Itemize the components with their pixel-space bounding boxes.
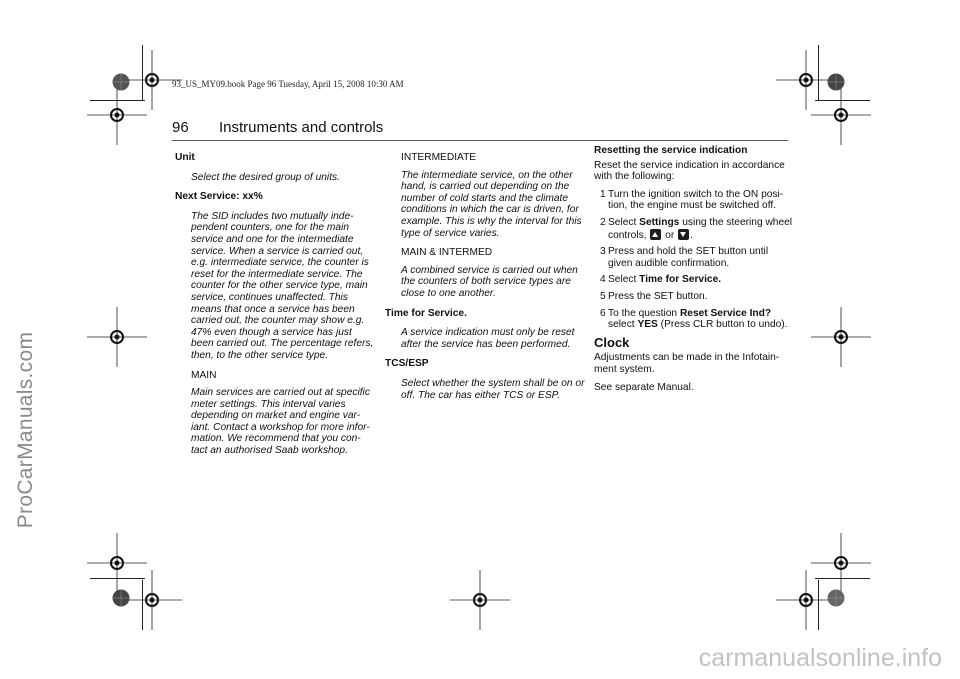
step-5 <box>594 291 794 303</box>
clock-text: Adjustments can be made in the Infotain-ment system. <box>594 352 780 375</box>
registration-mark-icon <box>87 307 147 367</box>
registration-mark-icon <box>450 570 510 630</box>
step-text: To the question <box>608 307 680 319</box>
column-1 <box>175 152 375 465</box>
step-number: 4 <box>600 274 606 286</box>
crop-line <box>815 100 870 101</box>
registration-mark-icon <box>87 85 147 145</box>
step-text: Turn the ignition switch to the ON posi-tion, the engine must be switched off. <box>608 188 784 212</box>
crop-line <box>142 45 143 100</box>
color-dot-icon <box>111 72 131 92</box>
unit-term: Unit <box>175 152 195 163</box>
footer-watermark: carmanualsonline.info <box>698 644 942 672</box>
step-text: Select <box>608 216 640 228</box>
main-intermed-desc: A combined service is carried out when the counters of both service types are close to one another. <box>401 264 578 299</box>
crop-line <box>90 100 145 101</box>
time-for-service-menu-label: Time for Service. <box>639 274 722 286</box>
page-title: Instruments and controls <box>219 119 384 136</box>
color-dot-icon <box>826 588 846 608</box>
side-watermark-text: ProCarManuals.com <box>14 331 37 529</box>
step-text: (Press CLR button to undo). <box>657 319 788 331</box>
color-dot-icon <box>111 588 131 608</box>
page-number: 96 <box>172 119 189 136</box>
step-text: . <box>690 229 693 241</box>
registration-mark-icon <box>811 307 871 367</box>
tcs-esp-term: TCS/ESP <box>385 358 429 370</box>
tcs-esp-desc: Select whether the system shall be on or off. The car has either TCS or ESP. <box>401 377 585 401</box>
step-number: 2 <box>600 216 606 228</box>
crop-line <box>818 580 819 630</box>
crop-line <box>818 45 819 100</box>
step-2 <box>594 217 794 241</box>
step-number: 3 <box>600 246 606 258</box>
crop-line <box>90 578 145 579</box>
step-text: select <box>608 319 638 331</box>
step-6 <box>594 308 794 331</box>
clock-title: Clock <box>594 334 630 350</box>
registration-mark-icon <box>811 85 871 145</box>
step-text: Press and hold the SET button until given audible confirmation. <box>608 246 769 269</box>
time-for-service-desc: A service indication must only be reset after the service has been performed. <box>401 327 575 350</box>
color-dot-icon <box>826 72 846 92</box>
reset-heading: Resetting the service indication <box>594 145 748 156</box>
next-service-desc: The SID includes two mutually inde-pendent counters, one for the main service and one for the intermediate service. When a service is carried out, e.g. intermediate service, the counter is reset for the intermediate service. The counter for the other service type, main service, continues unaffected. This means that once a service has been carried out, the counter may show e.g. 47% even though a service has just been carried out. The percentage refers, then, to the other service type. <box>191 210 374 361</box>
step-text: Press the SET button. <box>608 290 708 302</box>
step-text: using the steering wheel controls, <box>608 216 793 241</box>
main-intermed-label: MAIN & INTERMED <box>401 247 493 259</box>
yes-label: YES <box>637 319 658 331</box>
steering-wheel-up-icon <box>650 229 661 240</box>
settings-menu-label: Settings <box>639 216 680 228</box>
intermediate-label: INTERMEDIATE <box>401 152 477 163</box>
step-1 <box>594 189 794 212</box>
registration-mark-icon <box>122 570 182 630</box>
header-rule <box>172 140 788 141</box>
step-number: 5 <box>600 290 606 302</box>
step-4 <box>594 274 794 286</box>
main-label: MAIN <box>191 369 217 381</box>
unit-desc: Select the desired group of units. <box>191 171 340 183</box>
column-2 <box>385 152 585 409</box>
step-3 <box>594 246 794 269</box>
step-text: or <box>662 229 678 241</box>
crop-line <box>815 578 870 579</box>
crop-line <box>142 580 143 630</box>
intermediate-desc: The intermediate service, on the other hand, is carried out depending on the number of cold starts and the climate conditions in which the car is driven, for example. This is why the interval for this type of service varies. <box>401 169 582 239</box>
column-3 <box>594 145 794 399</box>
see-manual: See separate Manual. <box>594 381 694 393</box>
book-stamp: 93_US_MY09.book Page 96 Tuesday, April 15, 2008 10:30 AM <box>172 79 404 89</box>
reset-question-label: Reset Service Ind? <box>679 307 772 319</box>
step-number: 6 <box>600 307 606 319</box>
reset-intro: Reset the service indication in accordance with the following: <box>594 159 785 183</box>
step-text: Select <box>608 274 640 286</box>
steering-wheel-down-icon <box>678 229 689 240</box>
step-number: 1 <box>600 188 606 200</box>
next-service-term: Next Service: xx% <box>175 191 263 203</box>
reset-steps <box>594 189 794 331</box>
time-for-service-term: Time for Service. <box>385 307 467 319</box>
main-desc: Main services are carried out at specific meter settings. This interval varies depending on market and engine var-iant. Contact a workshop for more infor-mation. We recommend that you con-tact an authorised Saab workshop. <box>191 387 370 457</box>
